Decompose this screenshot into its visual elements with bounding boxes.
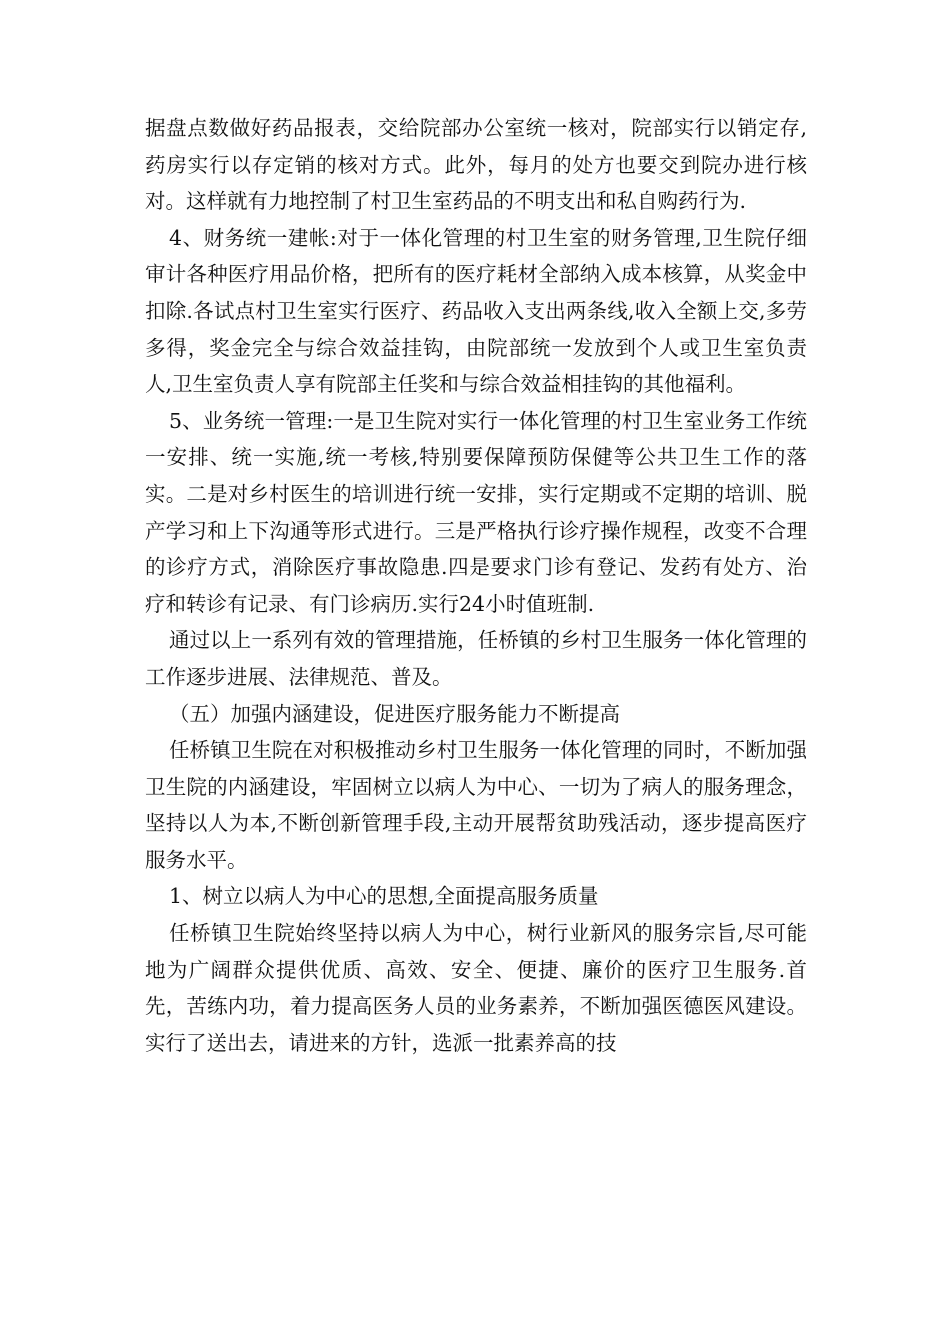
section-heading: （五）加强内涵建设，促进医疗服务能力不断提高 (169, 701, 620, 726)
document-body (145, 110, 807, 1061)
paragraph-connotation: 任桥镇卫生院在对积极推动乡村卫生服务一体化管理的同时，不断加强卫生院的内涵建设，牢固树立以病人为中心、一切为了病人的服务理念，坚持以人为本,不断创新管理手段,主动开展帮贫助残活动，逐步提高医疗服务水平。 (145, 738, 807, 872)
subsection-heading: 1、树立以病人为中心的思想,全面提高服务质量 (169, 884, 599, 909)
paragraph-finance: 4、财务统一建帐:对于一体化管理的村卫生室的财务管理,卫生院仔细审计各种医疗用品价格，把所有的医疗耗材全部纳入成本核算，从奖金中扣除.各试点村卫生室实行医疗、药品收入支出两条线,收入全额上交,多劳多得，奖金完全与综合效益挂钩，由院部统一发放到个人或卫生室负责人,卫生室负责人享有院部主任奖和与综合效益相挂钩的其他福利。 (145, 225, 807, 397)
paragraph-service: 任桥镇卫生院始终坚持以病人为中心，树行业新风的服务宗旨,尽可能地为广阔群众提供优质、高效、安全、便捷、廉价的医疗卫生服务.首先，苦练内功，着力提高医务人员的业务素养，不断加强医德医风建设。实行了送出去，请进来的方针，选派一批素养高的技 (145, 921, 807, 1055)
paragraph-continuation: 据盘点数做好药品报表，交给院部办公室统一核对，院部实行以销定存,药房实行以存定销的核对方式。此外，每月的处方也要交到院办进行核对。这样就有力地控制了村卫生室药品的不明支出和私自购药行为. (145, 116, 807, 214)
paragraph-summary: 通过以上一系列有效的管理措施，任桥镇的乡村卫生服务一体化管理的工作逐步进展、法律规范、普及。 (145, 628, 807, 689)
paragraph-business: 5、业务统一管理:一是卫生院对实行一体化管理的村卫生室业务工作统一安排、统一实施,统一考核,特别要保障预防保健等公共卫生工作的落实。二是对乡村医生的培训进行统一安排，实行定期或不定期的培训、脱产学习和上下沟通等形式进行。三是严格执行诊疗操作规程，改变不合理的诊疗方式，消除医疗事故隐患.四是要求门诊有登记、发药有处方、治疗和转诊有记录、有门诊病历.实行24小时值班制. (145, 408, 807, 616)
